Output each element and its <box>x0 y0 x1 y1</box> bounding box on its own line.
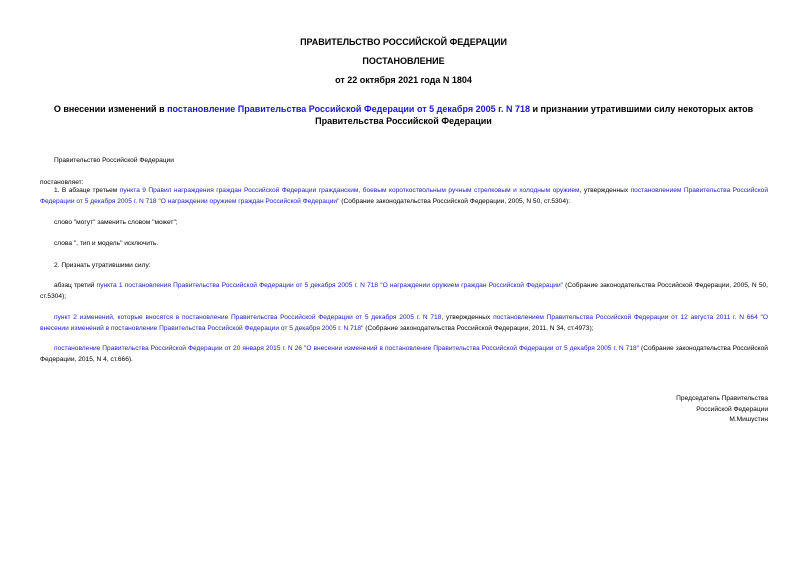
paragraph-exclude-words: слова ", тип и модель" исключить. <box>54 240 159 247</box>
signature-block <box>676 394 768 426</box>
paragraph-government: Правительство Российской Федерации <box>54 157 174 164</box>
link-changes-item-2[interactable]: пункт 2 изменений, которые вносятся в постановление Правительства Российской Федерации от 5 декабря 2005 г. N 718 <box>54 314 442 321</box>
title-link[interactable]: постановление Правительства Российской Федерации от 5 декабря 2005 г. N 718 <box>167 104 530 114</box>
document-title <box>40 103 767 127</box>
paragraph-text: , утвержденных <box>579 187 631 194</box>
paragraph-text: (Собрание законодательства Российской Федерации, 2011, N 34, ст.4973); <box>363 324 594 332</box>
signature-name: М.Мишустин <box>729 416 768 423</box>
paragraph-resolves: постановляет: <box>40 179 84 186</box>
paragraph-repeal-1 <box>40 281 768 302</box>
link-rules-item-9[interactable]: пункта 9 Правил награждения граждан Российской Федерации гражданским, боевым короткоствольным ручным стрелковым и холодным оружием <box>119 187 580 194</box>
paragraph-text: абзац третий <box>54 282 97 289</box>
paragraph-text: (Собрание законодательства Российской Федерации, 2005, N 50, ст.5304); <box>40 282 769 300</box>
signature-position: Председатель Правительства <box>676 395 768 402</box>
paragraph-repeal-2 <box>40 313 768 334</box>
link-resolution-718[interactable]: постановлением Правительства Российской Федерации от 5 декабря 2005 г. N 718 "О награждении оружием граждан Российской Федерации" <box>40 187 769 205</box>
signature-org: Российской Федерации <box>696 405 768 413</box>
link-resolution-718-item-1[interactable]: пункта 1 постановления Правительства Российской Федерации от 5 декабря 2005 г. N 718 "О награждении оружием граждан Российской Федерации" <box>96 282 564 289</box>
paragraph-item-1 <box>40 186 768 207</box>
paragraph-text: , утвержденных <box>441 314 494 321</box>
paragraph-text: (Собрание законодательства Российской Федерации, 2015, N 4, ст.666). <box>40 345 768 363</box>
document-type: ПОСТАНОВЛЕНИЕ <box>362 56 445 66</box>
paragraph-item-2: 2. Признать утратившими силу: <box>54 262 151 269</box>
paragraph-replace-word: слово "могут" заменить словом "может"; <box>54 219 178 226</box>
paragraph-text: (Собрание законодательства Российской Федерации, 2005, N 50, ст.5304): <box>339 197 571 205</box>
issuing-authority: ПРАВИТЕЛЬСТВО РОССИЙСКОЙ ФЕДЕРАЦИИ <box>300 37 507 47</box>
link-resolution-26[interactable]: постановление Правительства Российской Федерации от 20 января 2015 г. N 26 "О внесении изменений в постановление Правительства Российской Федерации от 5 декабря 2005 г. N 718" <box>54 345 639 352</box>
document-date-number: от 22 октября 2021 года N 1804 <box>335 75 472 85</box>
link-resolution-664[interactable]: постановлением Правительства Российской Федерации от 12 августа 2011 г. N 664 "О внесении изменений в постановление Правительства Российской Федерации от 5 декабря 2005 г. N 718" <box>40 314 768 332</box>
title-text: и признании утратившими силу некоторых актов Правительства Российской Федерации <box>315 104 754 126</box>
paragraph-repeal-3 <box>40 344 768 365</box>
title-text: О внесении изменений в <box>53 104 168 114</box>
paragraph-text: 1. В абзаце третьем <box>54 187 120 194</box>
